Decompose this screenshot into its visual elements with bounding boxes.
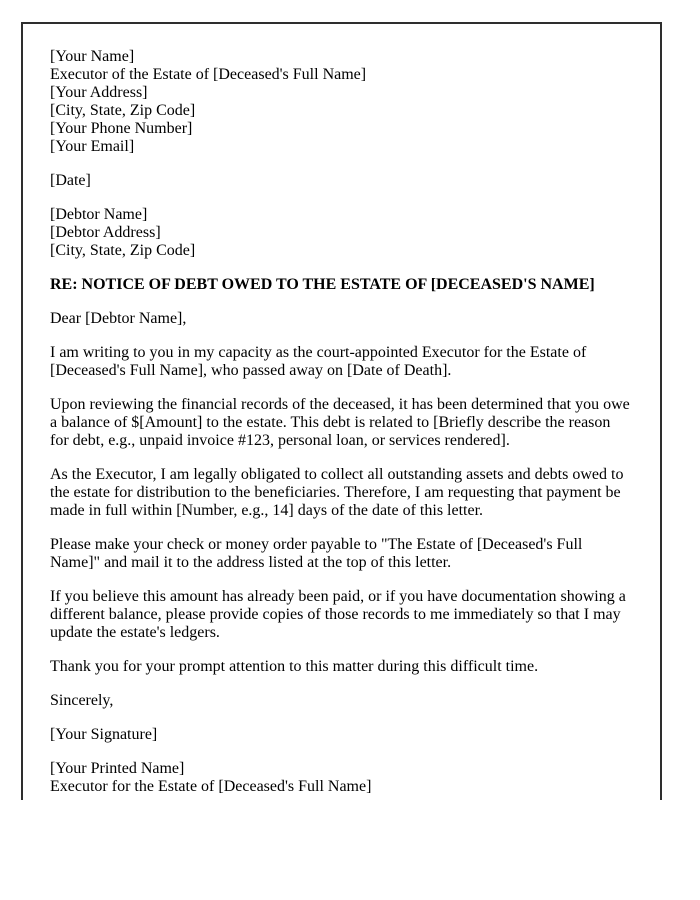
executor-title: Executor for the Estate of [Deceased's Full Name] [50,778,372,795]
subject-line: RE: NOTICE OF DEBT OWED TO THE ESTATE OF [DECEASED'S NAME] [50,276,595,293]
date-line: [Date] [50,172,91,189]
sender-role: Executor of the Estate of [Deceased's Full Name] [50,66,367,83]
paragraph-payment-request: As the Executor, I am legally obligated to collect all outstanding assets and debts owed to the estate for distribution to the beneficiaries. Therefore, I am requesting that payment be made in full within [Number, e.g., 14] days of the date of this letter. [50,466,624,519]
signature-placeholder: [Your Signature] [50,726,158,743]
signature-block [50,760,633,796]
printed-name: [Your Printed Name] [50,760,185,777]
paragraph-balance-owed: Upon reviewing the financial records of the deceased, it has been determined that you owe a balance of $[Amount] to the estate. This debt is related to [Briefly describe the reason for debt, e.g., unpaid invoice #123, personal loan, or services rendered]. [50,396,630,449]
sender-block [50,48,633,156]
debtor-address: [Debtor Address] [50,224,161,241]
paragraph-thanks: Thank you for your prompt attention to this matter during this difficult time. [50,658,539,675]
sender-city-state-zip: [City, State, Zip Code] [50,102,196,119]
sender-name: [Your Name] [50,48,135,65]
sender-address: [Your Address] [50,84,148,101]
sender-email: [Your Email] [50,138,135,155]
debtor-name: [Debtor Name] [50,206,148,223]
salutation: Dear [Debtor Name], [50,310,187,327]
debtor-city-state-zip: [City, State, Zip Code] [50,242,196,259]
paragraph-dispute: If you believe this amount has already been paid, or if you have documentation showing a different balance, please provide copies of those records to me immediately so that I may update the estate's ledgers. [50,588,626,641]
letter-page [21,22,662,800]
paragraph-capacity: I am writing to you in my capacity as the court-appointed Executor for the Estate of [Deceased's Full Name], who passed away on [Date of Death]. [50,344,587,379]
sender-phone: [Your Phone Number] [50,120,193,137]
recipient-block [50,206,633,260]
paragraph-payment-instructions: Please make your check or money order payable to "The Estate of [Deceased's Full Name]" and mail it to the address listed at the top of this letter. [50,536,583,571]
closing: Sincerely, [50,692,114,709]
